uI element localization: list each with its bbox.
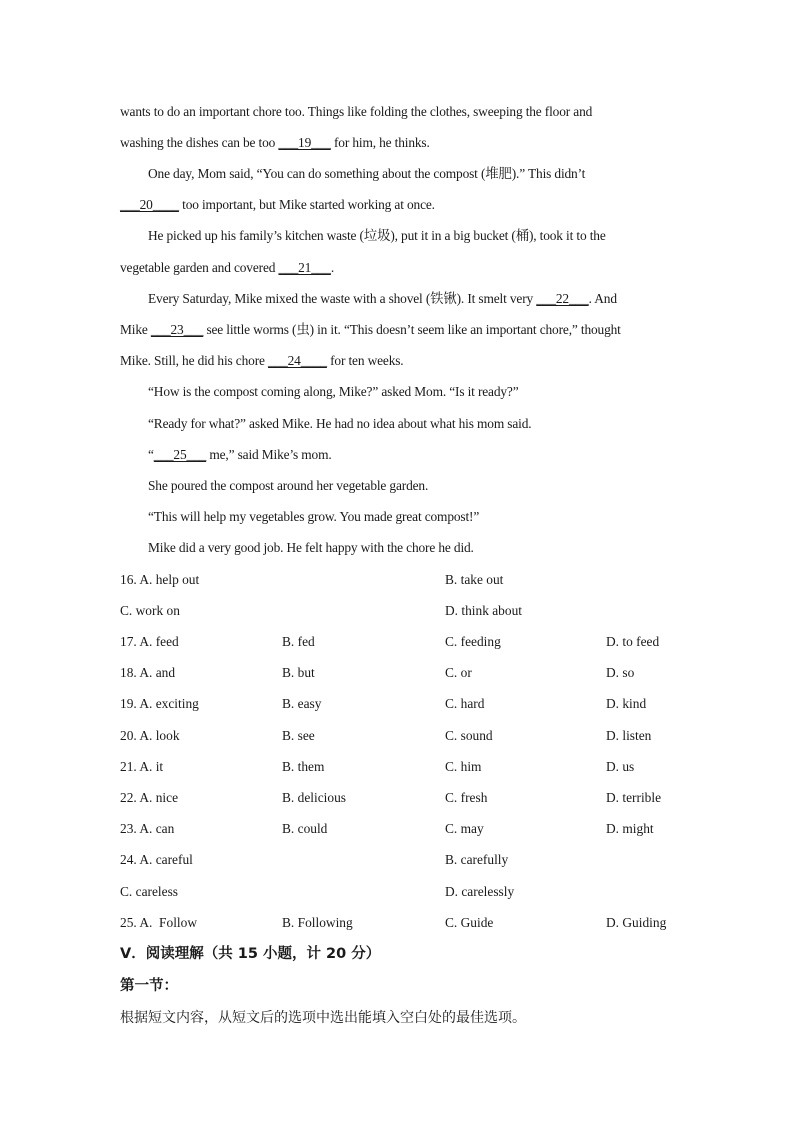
text-segment: too important, but Mike started working at once. bbox=[178, 197, 435, 212]
passage-line bbox=[120, 321, 621, 339]
option-22-c: C. fresh bbox=[445, 790, 488, 805]
passage-line: “How is the compost coming along, Mike?” asked Mom. “Is it ready?” bbox=[148, 384, 519, 399]
blank-22: ___22___ bbox=[536, 291, 589, 306]
text-segment: washing the dishes can be too bbox=[120, 135, 279, 150]
option-25-a: 25. A. Follow bbox=[120, 915, 198, 930]
text-segment: for ten weeks. bbox=[326, 353, 404, 368]
section-instruction: 根据短文内容，从短文后的选项中选出能填入空白处的最佳选项。 bbox=[120, 1010, 526, 1026]
text-segment: me,” said Mike’s mom. bbox=[206, 447, 332, 462]
option-20-b: B. see bbox=[282, 728, 315, 743]
option-23-b: B. could bbox=[282, 821, 328, 836]
option-18-c: C. or bbox=[445, 665, 472, 680]
option-23-a: 23. A. can bbox=[120, 821, 175, 836]
option-18-d: D. so bbox=[606, 665, 635, 680]
text-segment: vegetable garden and covered bbox=[120, 260, 279, 275]
option-20-c: C. sound bbox=[445, 728, 493, 743]
passage-line: She poured the compost around her vegetable garden. bbox=[148, 478, 429, 493]
section-subheading: 第一节： bbox=[120, 978, 178, 994]
passage-line: Mike did a very good job. He felt happy with the chore he did. bbox=[148, 540, 474, 555]
option-18-a: 18. A. and bbox=[120, 665, 176, 680]
blank-19: ___19___ bbox=[278, 135, 331, 150]
option-25-c: C. Guide bbox=[445, 915, 494, 930]
option-17-a: 17. A. feed bbox=[120, 634, 179, 649]
option-21-a: 21. A. it bbox=[120, 759, 164, 774]
option-23-c: C. may bbox=[445, 821, 484, 836]
option-19-a: 19. A. exciting bbox=[120, 696, 199, 711]
passage-line bbox=[148, 290, 617, 308]
option-24-d: D. carelessly bbox=[445, 884, 515, 899]
option-22-a: 22. A. nice bbox=[120, 790, 179, 805]
option-22-b: B. delicious bbox=[282, 790, 346, 805]
passage-line bbox=[120, 134, 430, 152]
passage-line: “Ready for what?” asked Mike. He had no idea about what his mom said. bbox=[148, 416, 532, 431]
blank-24: ___24____ bbox=[268, 353, 327, 368]
text-segment: Mike. Still, he did his chore bbox=[120, 353, 268, 368]
option-19-d: D. kind bbox=[606, 696, 647, 711]
option-25-b: B. Following bbox=[282, 915, 353, 930]
passage-line: He picked up his family’s kitchen waste (垃圾), put it in a big bucket (桶), took it to the bbox=[148, 228, 606, 243]
option-17-d: D. to feed bbox=[606, 634, 660, 649]
option-19-c: C. hard bbox=[445, 696, 485, 711]
option-24-b: B. carefully bbox=[445, 852, 509, 867]
passage-line: wants to do an important chore too. Things like folding the clothes, sweeping the floor and bbox=[120, 104, 593, 119]
blank-21: ___21___ bbox=[278, 260, 331, 275]
text-segment: Every Saturday, Mike mixed the waste with a shovel (铁锹). It smelt very bbox=[148, 291, 537, 306]
text-segment: . bbox=[330, 260, 335, 275]
option-16-d: D. think about bbox=[445, 603, 522, 618]
text-segment: “ bbox=[148, 447, 154, 462]
text-segment: . And bbox=[588, 291, 617, 306]
text-segment: see little worms (虫) in it. “This doesn’t seem like an important chore,” thought bbox=[203, 322, 621, 337]
option-23-d: D. might bbox=[606, 821, 654, 836]
text-segment: for him, he thinks. bbox=[330, 135, 430, 150]
text-segment: Mike bbox=[120, 322, 151, 337]
blank-23: ___23___ bbox=[150, 322, 204, 337]
option-21-b: B. them bbox=[282, 759, 325, 774]
option-20-a: 20. A. look bbox=[120, 728, 180, 743]
passage-line bbox=[120, 352, 404, 370]
option-21-d: D. us bbox=[606, 759, 635, 774]
blank-25: ___25___ bbox=[153, 447, 207, 462]
option-17-b: B. fed bbox=[282, 634, 315, 649]
passage-line bbox=[148, 446, 332, 464]
option-24-c: C. careless bbox=[120, 884, 179, 899]
passage-line bbox=[120, 259, 334, 277]
option-20-d: D. listen bbox=[606, 728, 652, 743]
option-17-c: C. feeding bbox=[445, 634, 501, 649]
passage-line bbox=[120, 196, 435, 214]
option-16-c: C. work on bbox=[120, 603, 180, 618]
option-25-d: D. Guiding bbox=[606, 915, 667, 930]
option-16-b: B. take out bbox=[445, 572, 504, 587]
option-19-b: B. easy bbox=[282, 696, 322, 711]
passage-line: “This will help my vegetables grow. You made great compost!” bbox=[148, 509, 480, 524]
option-16-a: 16. A. help out bbox=[120, 572, 200, 587]
blank-20: ___20____ bbox=[120, 197, 179, 212]
option-24-a: 24. A. careful bbox=[120, 852, 193, 867]
option-18-b: B. but bbox=[282, 665, 315, 680]
passage-line: One day, Mom said, “You can do something about the compost (堆肥).” This didn’t bbox=[148, 166, 586, 181]
section-heading: V．阅读理解（共 15 小题，计 20 分） bbox=[120, 946, 381, 962]
option-22-d: D. terrible bbox=[606, 790, 662, 805]
option-21-c: C. him bbox=[445, 759, 482, 774]
